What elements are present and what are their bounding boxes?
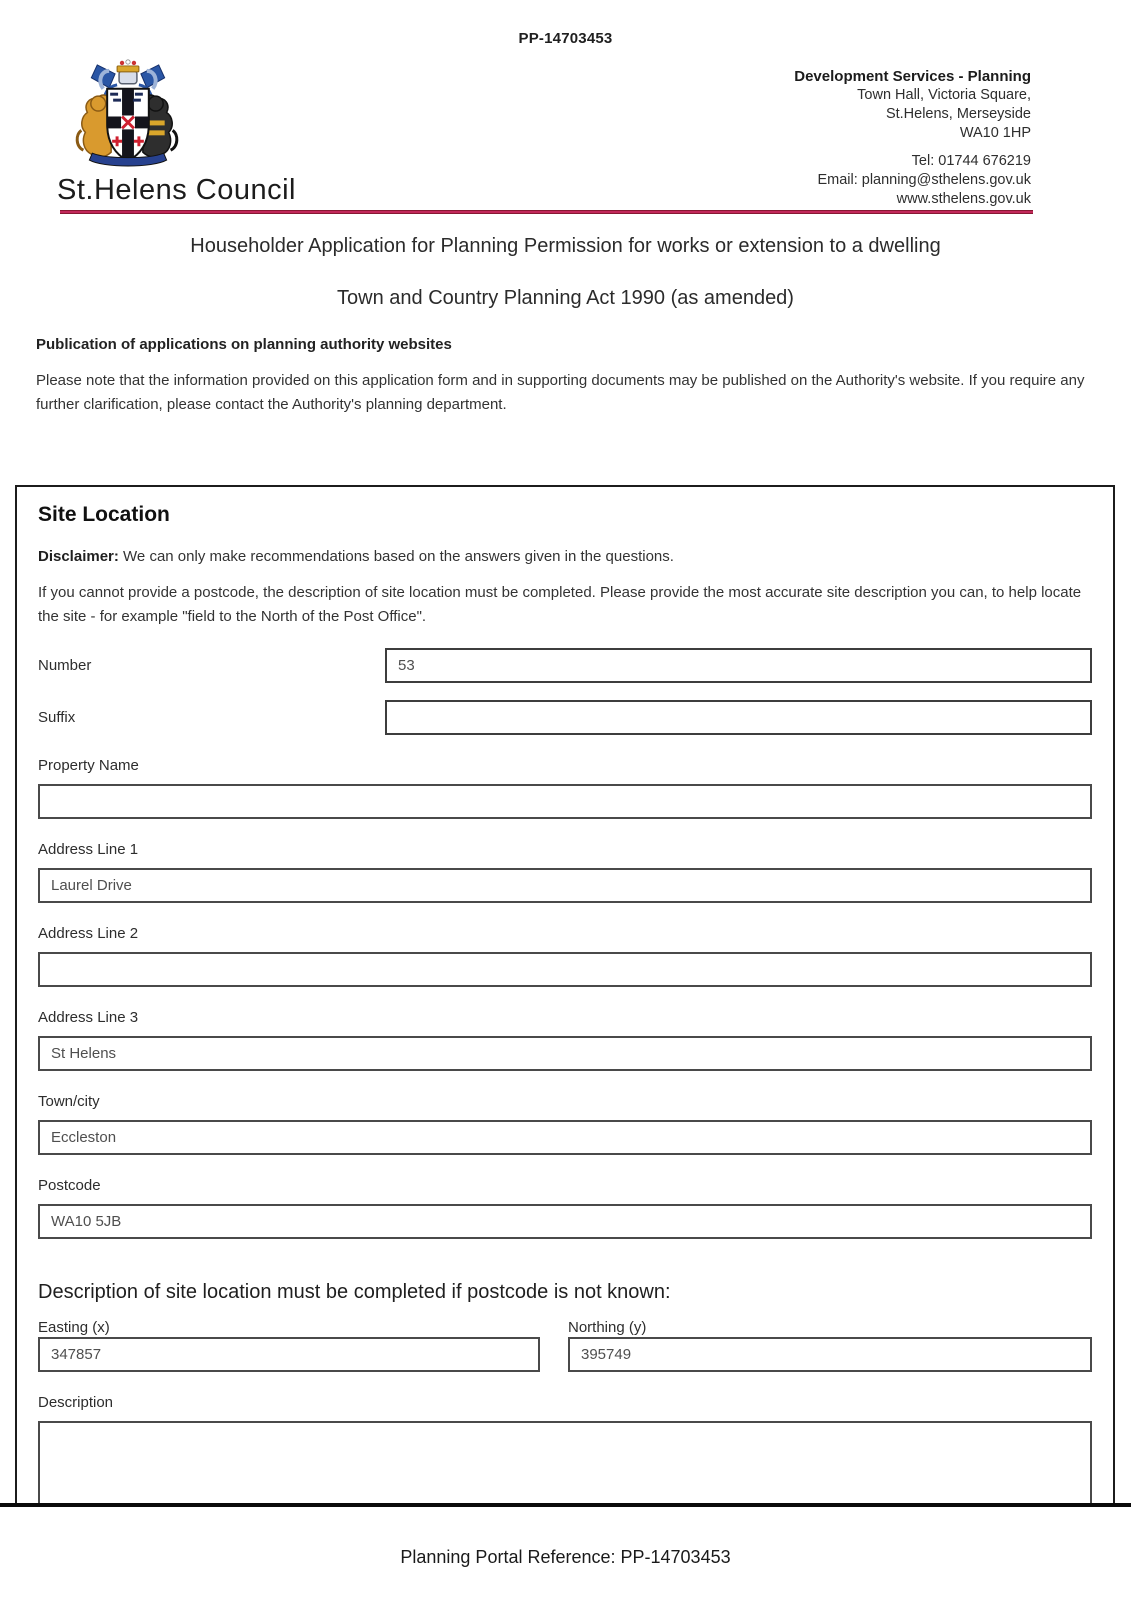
address-line-3-input[interactable] bbox=[38, 1036, 1092, 1071]
field-group-address-line-2 bbox=[38, 925, 1092, 987]
description-label: Description bbox=[38, 1394, 114, 1411]
town-city-label: Town/city bbox=[38, 1093, 100, 1110]
address-line: WA10 1HP bbox=[959, 125, 1031, 141]
address-line-2-label: Address Line 2 bbox=[38, 925, 139, 942]
easting-label: Easting (x) bbox=[38, 1319, 110, 1336]
section-title: Site Location bbox=[38, 503, 170, 526]
northing-input[interactable] bbox=[568, 1337, 1092, 1372]
email-address: Email: planning@sthelens.gov.uk bbox=[817, 172, 1031, 188]
field-group-northing bbox=[568, 1319, 1092, 1372]
publication-note-body: Please note that the information provided on this application form and in supporting documents may be published on the Authority's website. If you require any further clarification, please contact the Authority's planning department. bbox=[36, 372, 1085, 413]
planning-portal-reference: Planning Portal Reference: PP-14703453 bbox=[400, 1547, 731, 1567]
field-group-property-name bbox=[38, 757, 1092, 819]
address-line-1-label: Address Line 1 bbox=[38, 841, 139, 858]
postcode-intro-text: If you cannot provide a postcode, the description of site location must be completed. Please provide the most accurate site description you can, to help locate the site - for example "field to the North of the Post Office". bbox=[38, 584, 1082, 625]
address-line: Town Hall, Victoria Square, bbox=[857, 87, 1031, 103]
field-group-address-line-1 bbox=[38, 841, 1092, 903]
field-group-postcode bbox=[38, 1177, 1092, 1239]
site-location-section bbox=[15, 485, 1115, 1503]
publication-note-heading: Publication of applications on planning authority websites bbox=[36, 336, 452, 353]
postcode-input[interactable] bbox=[38, 1204, 1092, 1239]
disclaimer-text: Disclaimer: We can only make recommendations based on the answers given in the questions. bbox=[38, 548, 674, 565]
town-city-input[interactable] bbox=[38, 1120, 1092, 1155]
property-name-label: Property Name bbox=[38, 757, 139, 774]
address-line-3-label: Address Line 3 bbox=[38, 1009, 139, 1026]
website-url: www.sthelens.gov.uk bbox=[896, 191, 1031, 207]
address-line-2-input[interactable] bbox=[38, 952, 1092, 987]
postcode-label: Postcode bbox=[38, 1177, 101, 1194]
field-group-address-line-3 bbox=[38, 1009, 1092, 1071]
brand-rule-divider bbox=[60, 210, 1033, 214]
form-title: Householder Application for Planning Permission for works or extension to a dwelling bbox=[190, 235, 941, 257]
field-group-description bbox=[38, 1394, 1092, 1503]
easting-input[interactable] bbox=[38, 1337, 540, 1372]
field-row-number bbox=[38, 648, 1092, 683]
department-address-block bbox=[794, 59, 1031, 207]
suffix-label: Suffix bbox=[38, 708, 76, 726]
council-logo-block bbox=[57, 59, 296, 207]
field-group-easting bbox=[38, 1319, 540, 1372]
northing-label: Northing (y) bbox=[568, 1319, 647, 1336]
field-group-town-city bbox=[38, 1093, 1092, 1155]
property-name-input[interactable] bbox=[38, 784, 1092, 819]
disclaimer-label: Disclaimer: bbox=[38, 548, 119, 565]
address-line-1-input[interactable] bbox=[38, 868, 1092, 903]
number-label: Number bbox=[38, 656, 92, 674]
statute-subtitle: Town and Country Planning Act 1990 (as amended) bbox=[337, 287, 794, 309]
coordinates-row bbox=[38, 1319, 1092, 1372]
field-row-suffix bbox=[38, 700, 1092, 735]
letterhead bbox=[57, 59, 1031, 207]
department-title: Development Services - Planning bbox=[794, 68, 1031, 85]
council-name: St.Helens Council bbox=[57, 174, 296, 206]
description-textarea[interactable] bbox=[38, 1421, 1092, 1503]
description-requirement-heading: Description of site location must be completed if postcode is not known: bbox=[38, 1281, 671, 1303]
council-crest-icon bbox=[67, 59, 187, 172]
address-line: St.Helens, Merseyside bbox=[885, 106, 1031, 122]
phone-number: Tel: 01744 676219 bbox=[911, 153, 1031, 169]
number-input[interactable] bbox=[385, 648, 1092, 683]
suffix-input[interactable] bbox=[385, 700, 1092, 735]
page-reference: PP-14703453 bbox=[518, 30, 613, 47]
page-break-divider bbox=[0, 1503, 1131, 1507]
